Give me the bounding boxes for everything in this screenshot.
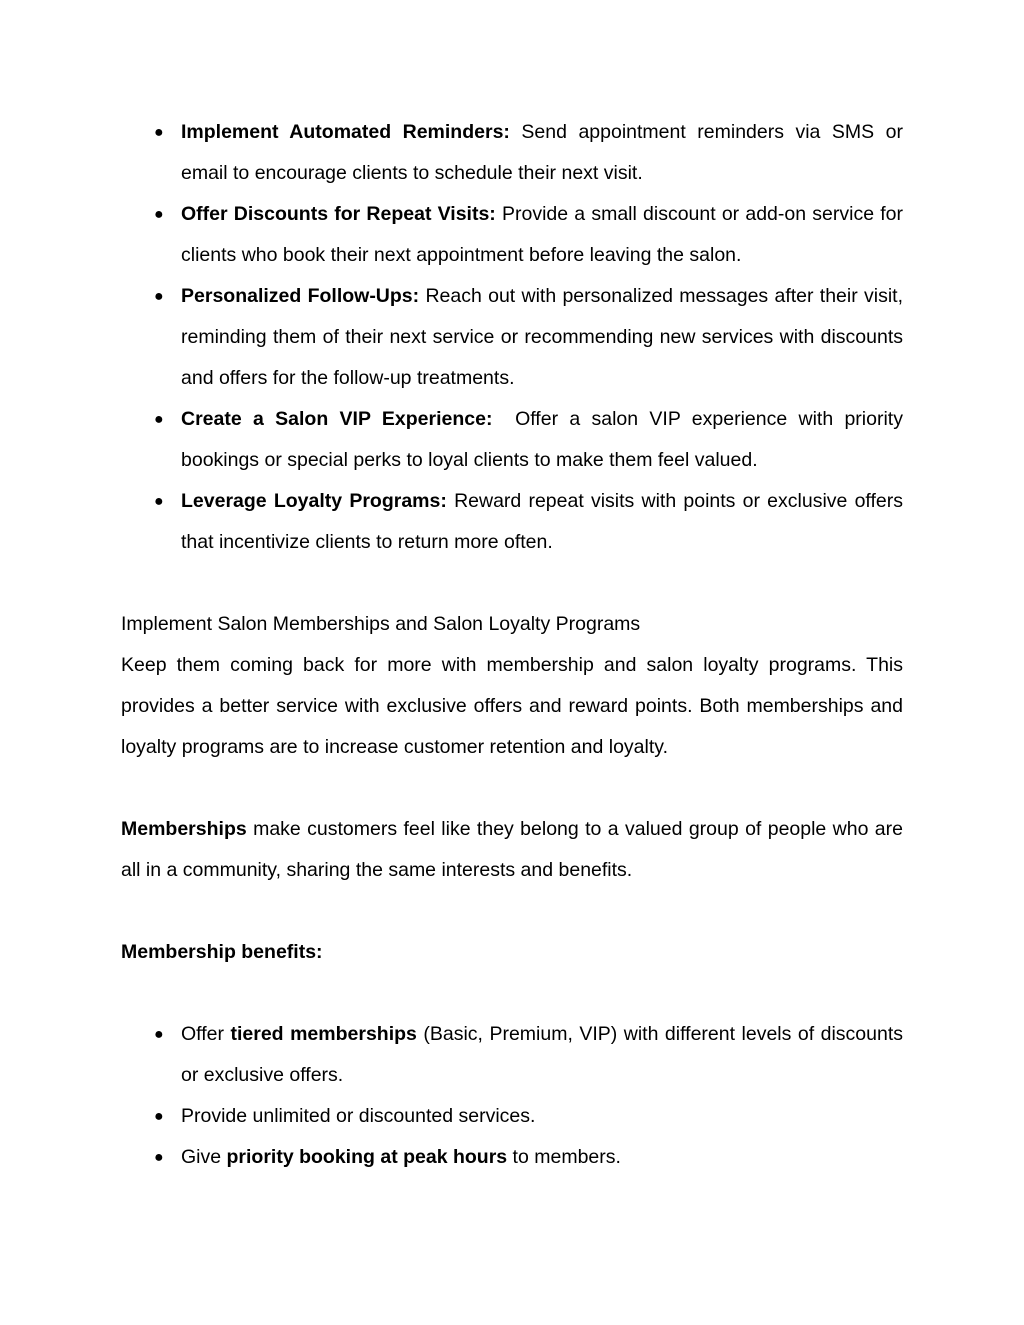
benefit-post: (Basic, Premium, VIP) with different levels of discounts or exclusive offers. (181, 1023, 903, 1086)
section-heading: Implement Salon Memberships and Salon Loyalty Programs (121, 613, 641, 635)
bullet-icon: ● (154, 1149, 164, 1166)
spacer (121, 973, 903, 1014)
list-item (121, 194, 903, 276)
tip-title: Offer Discounts for Repeat Visits: (181, 203, 496, 225)
spacer (121, 563, 903, 604)
tip-title: Leverage Loyalty Programs: (181, 490, 447, 512)
bullet-icon: ● (154, 493, 164, 510)
bullet-icon: ● (154, 288, 164, 305)
benefit-pre: Give (181, 1146, 227, 1168)
spacer (121, 768, 903, 809)
bullet-icon: ● (154, 411, 164, 428)
list-item (121, 399, 909, 481)
bullet-icon: ● (154, 1026, 164, 1043)
list-item (121, 1137, 903, 1178)
benefits-list (121, 1014, 903, 1178)
section-intro: Keep them coming back for more with membership and salon loyalty programs. This provides a better service with exclusive offers and reward points. Both memberships and loyalty programs are to increase customer retention and loyalty. (121, 654, 903, 758)
bullet-icon: ● (154, 1108, 164, 1125)
memberships-paragraph (121, 809, 903, 891)
list-item (121, 481, 903, 563)
tip-text: Offer a salon VIP experience with priority bookings or special perks to loyal clients to make them feel valued. (181, 408, 909, 471)
list-item (121, 1096, 903, 1137)
tip-text: Reach out with personalized messages after their visit, reminding them of their next service or recommending new services with discounts and offers for the follow-up treatments. (181, 285, 903, 389)
benefits-heading: Membership benefits: (121, 941, 323, 963)
document-page (121, 112, 909, 1178)
tip-title: Create a Salon VIP Experience: (181, 408, 493, 430)
list-item (121, 1014, 903, 1096)
bullet-icon: ● (154, 206, 164, 223)
retention-tips-list (121, 112, 909, 563)
benefit-pre: Offer (181, 1023, 231, 1045)
bullet-icon: ● (154, 124, 164, 141)
memberships-term: Memberships (121, 818, 247, 840)
list-item (121, 276, 903, 399)
tip-title: Personalized Follow-Ups: (181, 285, 420, 307)
tip-title: Implement Automated Reminders: (181, 121, 510, 143)
benefit-bold: tiered memberships (230, 1023, 417, 1045)
benefit-post: to members. (507, 1146, 621, 1168)
benefit-pre: Provide unlimited or discounted services. (181, 1105, 536, 1127)
benefit-bold: priority booking at peak hours (226, 1146, 508, 1168)
spacer (121, 891, 903, 932)
list-item (121, 112, 903, 194)
memberships-text: make customers feel like they belong to a valued group of people who are all in a community, sharing the same interests and benefits. (121, 818, 903, 881)
tip-text: Provide a small discount or add-on service for clients who book their next appointment before leaving the salon. (181, 203, 903, 266)
tip-text: Send appointment reminders via SMS or email to encourage clients to schedule their next visit. (181, 121, 903, 184)
tip-text: Reward repeat visits with points or exclusive offers that incentivize clients to return more often. (181, 490, 903, 553)
